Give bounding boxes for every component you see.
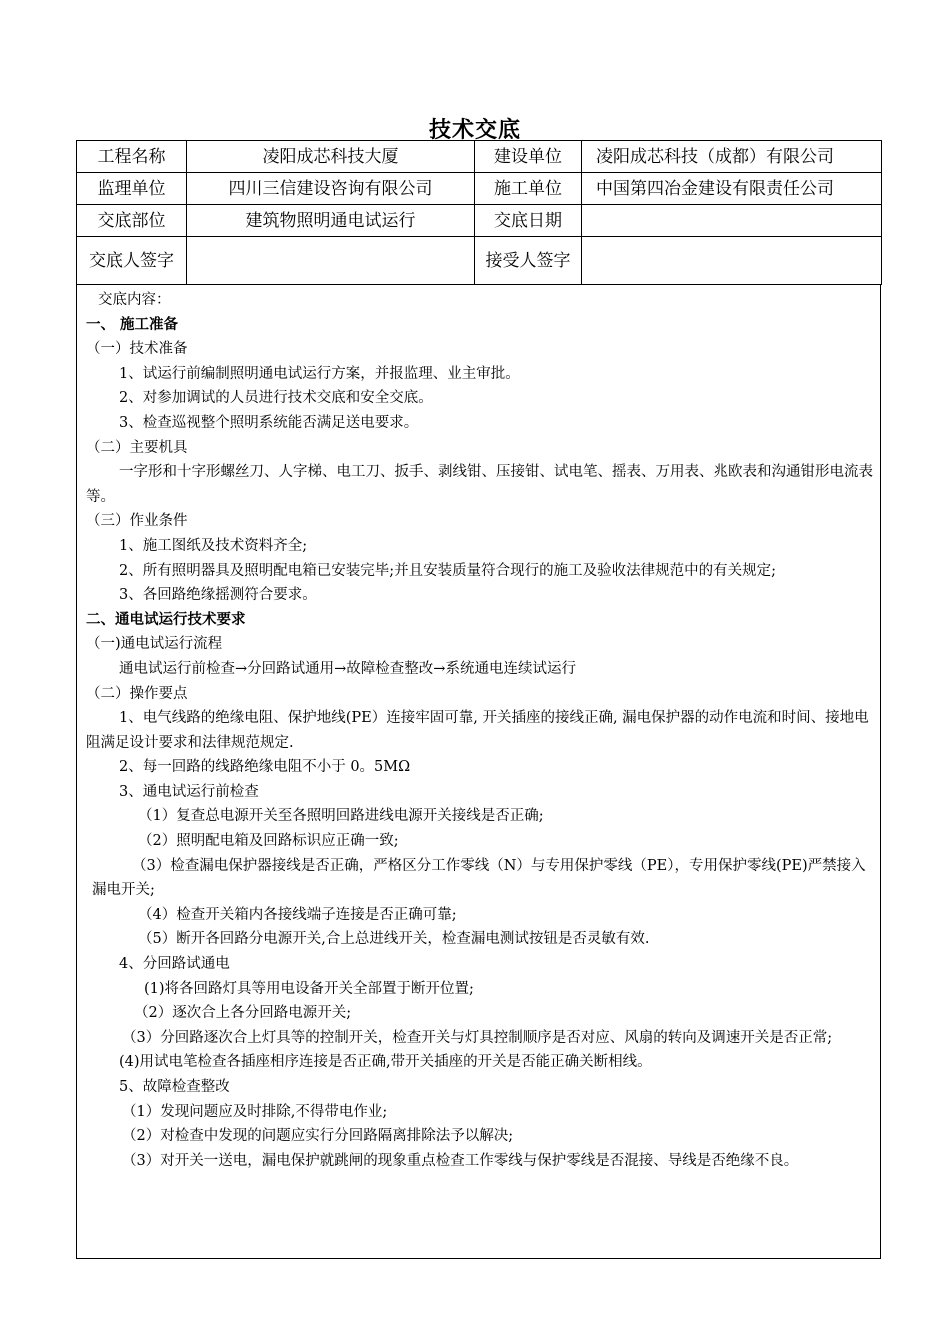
section-heading: 一、 施工准备 [86, 315, 179, 333]
list-item: （3）检查漏电保护器接线是否正确，严格区分工作零线（N）与专用保护零线（PE），专用保护零线(PE)严禁接入漏电开关; [92, 857, 866, 899]
section-heading: 二、通电试运行技术要求 [86, 610, 246, 628]
paragraph: 1、电气线路的绝缘电阻、保护地线(PE）连接牢固可靠, 开关插座的接线正确, 漏电保护器的动作电流和时间、接地电阻满足设计要求和法律规范规定. [86, 710, 869, 751]
subsection-heading: （三）作业条件 [86, 513, 188, 530]
subsection-heading: （二）主要机具 [86, 439, 188, 456]
list-item: 3、检查巡视整个照明系统能否满足送电要求。 [119, 414, 419, 431]
list-item: （5）断开各回路分电源开关,合上总进线开关，检查漏电测试按钮是否灵敏有效. [138, 931, 650, 948]
document-title: 技术交底 [428, 117, 521, 143]
value-owner: 凌阳成芯科技（成都）有限公司 [582, 141, 882, 173]
label-supervisor: 监理单位 [77, 173, 187, 205]
subsection-heading: （一）技术准备 [86, 341, 188, 358]
label-location: 交底部位 [77, 205, 187, 237]
list-item: （1）发现问题应及时排除,不得带电作业; [122, 1103, 388, 1120]
header-row [77, 173, 882, 205]
paragraph: 3、通电试运行前检查 [119, 783, 259, 800]
value-supervisor: 四川三信建设咨询有限公司 [187, 173, 475, 205]
list-item: （3）对开关一送电，漏电保护就跳闸的现象重点检查工作零线与保护零线是否混接、导线是否绝缘不良。 [122, 1152, 799, 1169]
paragraph: 5、故障检查整改 [119, 1079, 230, 1095]
value-receiver-signature [582, 237, 882, 285]
label-contractor: 施工单位 [475, 173, 582, 205]
value-location: 建筑物照明通电试运行 [187, 205, 475, 237]
list-item: 1、试运行前编制照明通电试运行方案，并报监理、业主审批。 [119, 365, 520, 382]
header-table [76, 140, 882, 285]
label-date: 交底日期 [475, 205, 582, 237]
paragraph: 2、每一回路的线路绝缘电阻不小于 0。5MΩ [119, 759, 411, 776]
value-contractor: 中国第四冶金建设有限责任公司 [582, 173, 882, 205]
label-owner: 建设单位 [475, 141, 582, 173]
list-item: （2）照明配电箱及回路标识应正确一致; [138, 833, 399, 850]
list-item: （2）对检查中发现的问题应实行分回路隔离排除法予以解决; [122, 1128, 514, 1145]
paragraph: 一字形和十字形螺丝刀、人字梯、电工刀、扳手、剥线钳、压接钳、试电笔、摇表、万用表、兆欧表和沟通钳形电流表等。 [86, 464, 873, 505]
subsection-heading: （二）操作要点 [86, 685, 188, 702]
list-item: 2、对参加调试的人员进行技术交底和安全交底。 [119, 390, 433, 407]
list-item: （1）复查总电源开关至各照明回路进线电源开关接线是否正确; [138, 808, 544, 825]
list-item: （2）逐次合上各分回路电源开关; [134, 1005, 352, 1022]
paragraph: 通电试运行前检查→分回路试通用→故障检查整改→系统通电连续试运行 [119, 660, 576, 677]
list-item: 2、所有照明器具及照明配电箱已安装完毕;并且安装质量符合现行的施工及验收法律规范中的有关规定; [119, 562, 776, 579]
list-item: （3）分回路逐次合上灯具等的控制开关，检查开关与灯具控制顺序是否对应、风扇的转向及调速开关是否正常; [122, 1029, 833, 1046]
value-project-name: 凌阳成芯科技大厦 [187, 141, 475, 173]
value-date [582, 205, 882, 237]
value-giver-signature [187, 237, 475, 285]
list-item: (4)用试电笔检查各插座相序连接是否正确,带开关插座的开关是否能正确关断相线。 [119, 1054, 652, 1071]
list-item: (1)将各回路灯具等用电设备开关全部置于断开位置; [144, 980, 474, 997]
header-row [77, 141, 882, 173]
list-item: 3、各回路绝缘摇测符合要求。 [119, 587, 317, 604]
label-project-name: 工程名称 [77, 141, 187, 173]
subsection-heading: （一)通电试运行流程 [86, 636, 223, 653]
list-item: （4）检查开关箱内各接线端子连接是否正确可靠; [138, 906, 457, 923]
paragraph: 4、分回路试通电 [119, 956, 230, 973]
label-receiver-signature: 接受人签字 [475, 237, 582, 285]
list-item: 1、施工图纸及技术资料齐全; [119, 537, 308, 554]
content-body [86, 288, 876, 1173]
content-intro: 交底内容： [98, 292, 171, 308]
label-giver-signature: 交底人签字 [77, 237, 187, 285]
header-row [77, 237, 882, 285]
header-row [77, 205, 882, 237]
